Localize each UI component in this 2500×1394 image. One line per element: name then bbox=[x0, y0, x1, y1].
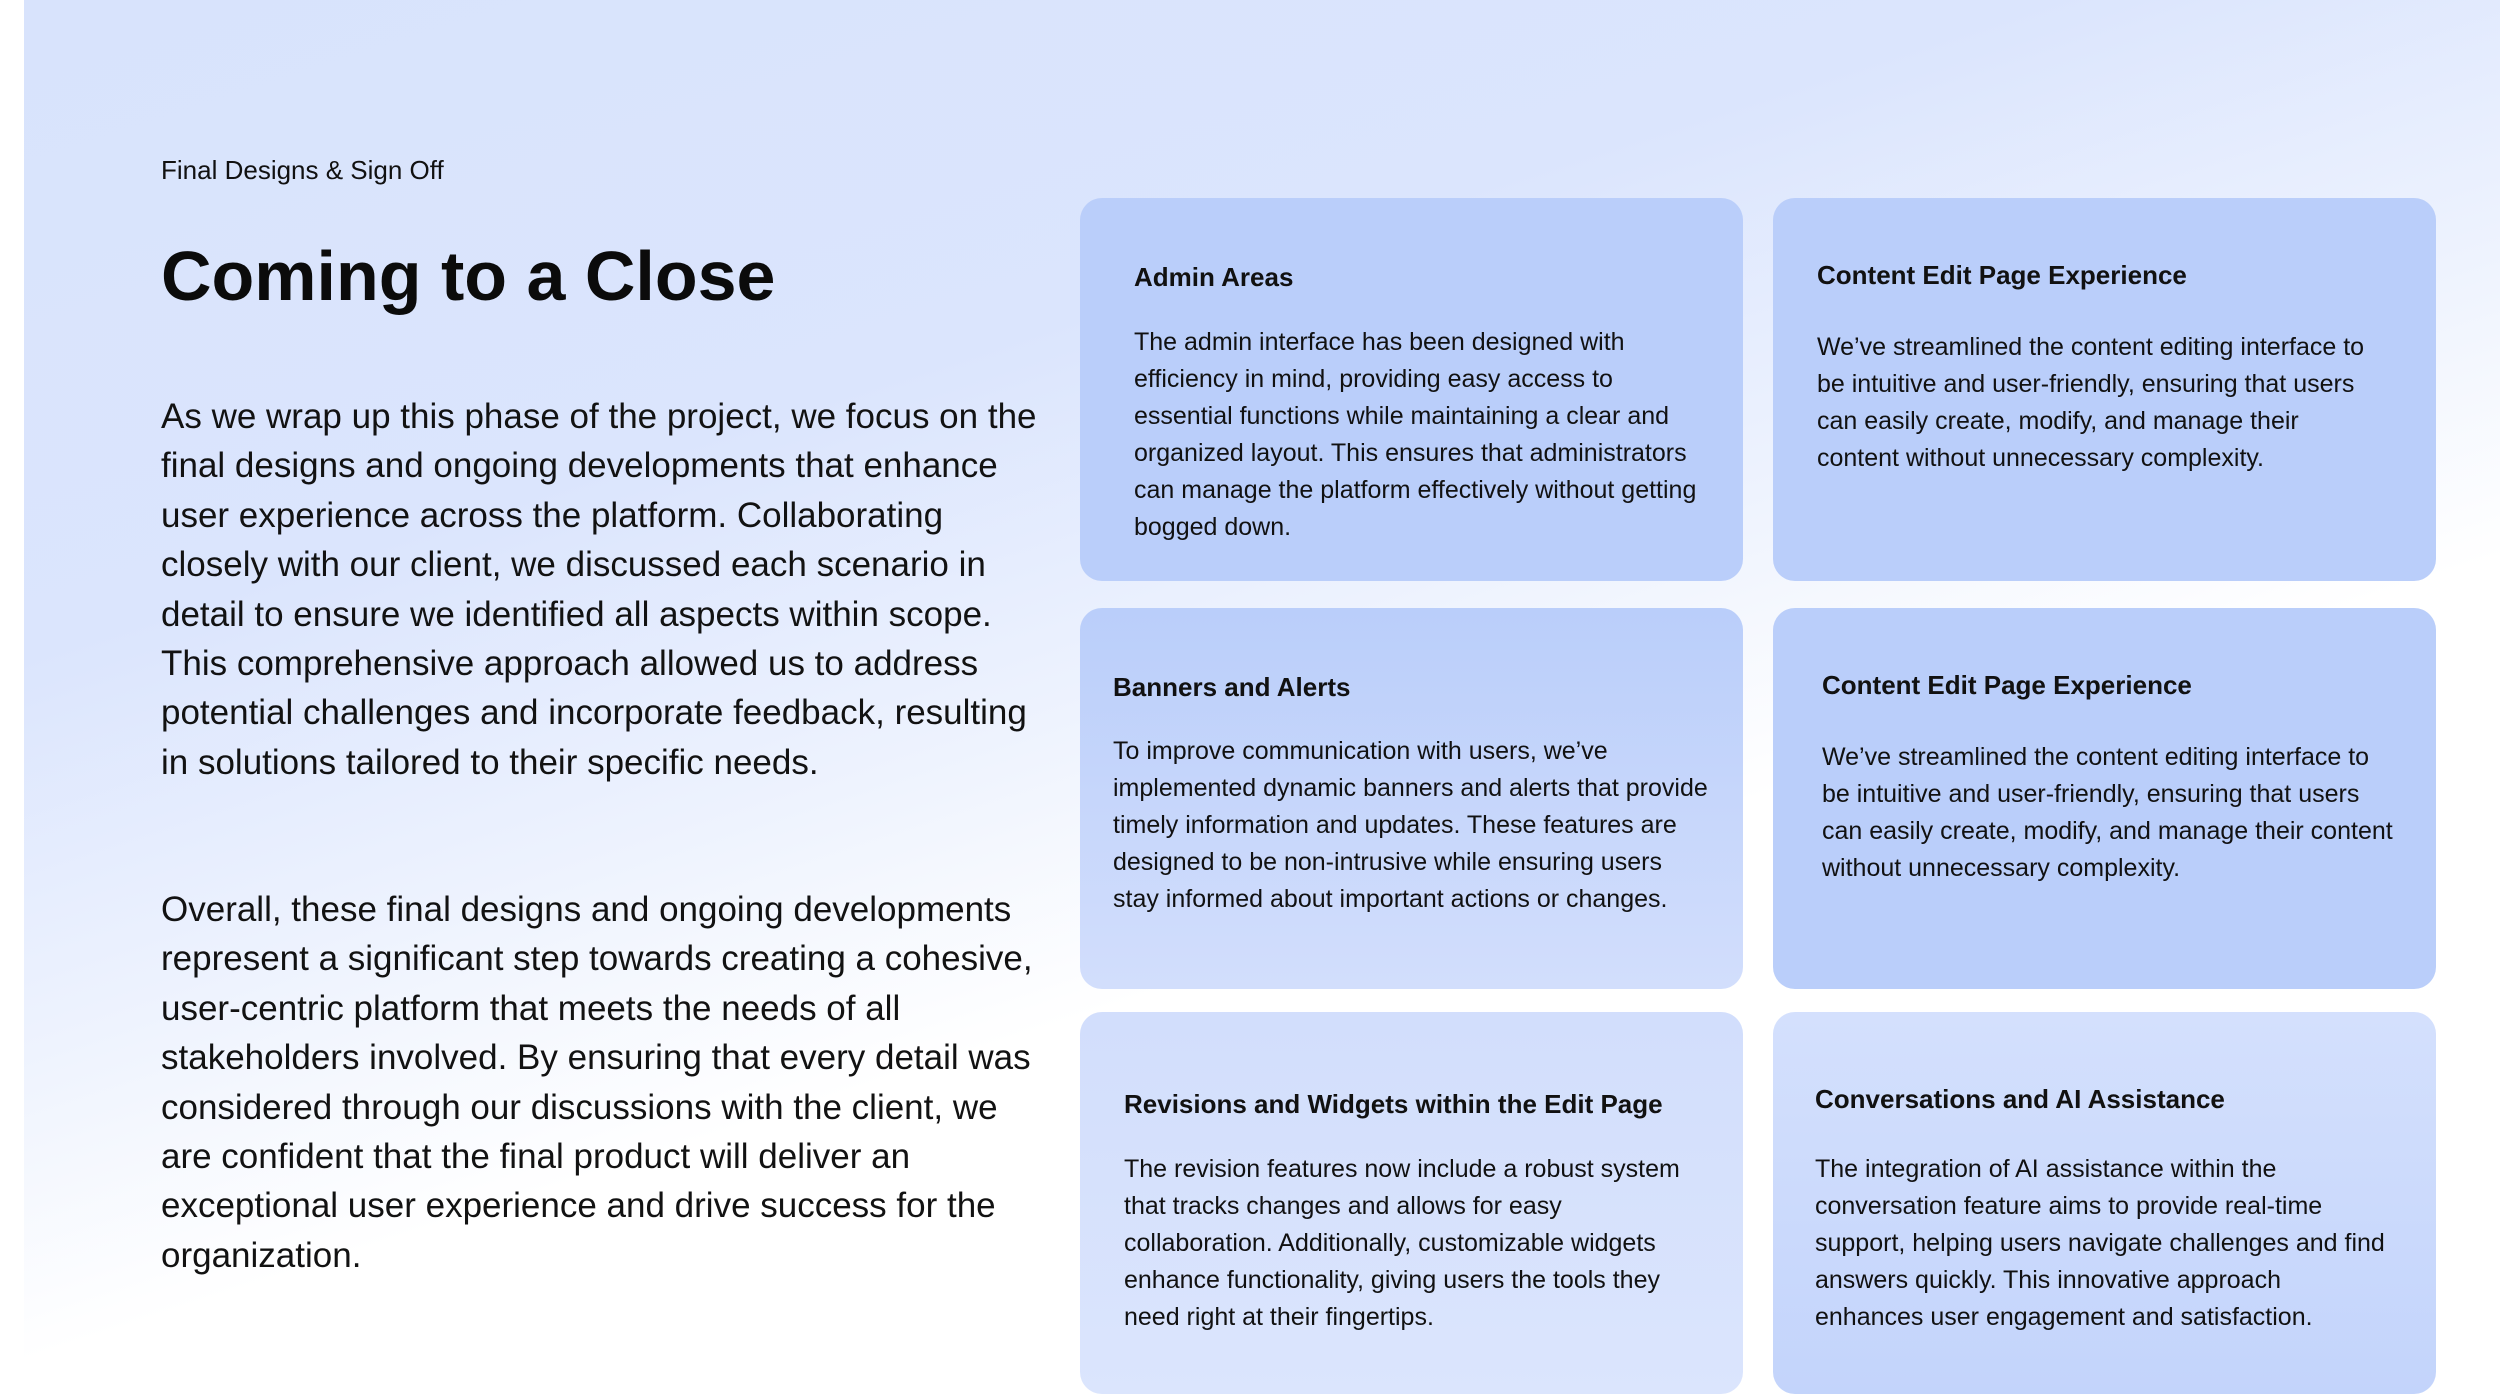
card-content-edit-page-experience bbox=[1773, 198, 2436, 581]
intro-paragraph-1: As we wrap up this phase of the project, we focus on the final designs and ongoing developments that enhance user experience across the platform. Collaborating closely with our client, we discussed each scenario in detail to ensure we identified all aspects within scope. This comprehensive approach allowed us to address potential challenges and incorporate feedback, resulting in solutions tailored to their specific needs. bbox=[161, 397, 1037, 782]
card-admin-areas bbox=[1080, 198, 1743, 581]
card-body: The admin interface has been designed with efficiency in mind, providing easy access to essential functions while maintaining a clear and organized layout. This ensures that administrators can manage the platform effectively without getting bogged down. bbox=[1134, 328, 1697, 541]
card-title: Content Edit Page Experience bbox=[1817, 260, 2187, 290]
card-body: The integration of AI assistance within the conversation feature aims to provide real-time support, helping users navigate challenges and find answers quickly. This innovative approach enhances user engagement and satisfaction. bbox=[1815, 1155, 2385, 1331]
slide bbox=[24, 0, 2500, 1394]
card-body: To improve communication with users, we’ve implemented dynamic banners and alerts that provide timely information and updates. These features are designed to be non-intrusive while ensuring users stay informed about important actions or changes. bbox=[1113, 737, 1708, 913]
section-label: Final Designs & Sign Off bbox=[161, 155, 444, 185]
card-body: We’ve streamlined the content editing interface to be intuitive and user-friendly, ensuring that users can easily create, modify, and manage their content without unnecessary complexity. bbox=[1817, 333, 2365, 472]
card-body: The revision features now include a robust system that tracks changes and allows for easy collaboration. Additionally, customizable widgets enhance functionality, giving users the tools they need right at their fingertips. bbox=[1124, 1155, 1680, 1331]
card-title: Conversations and AI Assistance bbox=[1815, 1084, 2225, 1114]
card-title: Banners and Alerts bbox=[1113, 672, 1351, 702]
card-title: Admin Areas bbox=[1134, 262, 1294, 292]
card-revisions-and-widgets bbox=[1080, 1012, 1743, 1394]
card-conversations-and-ai-assistance bbox=[1773, 1012, 2436, 1394]
card-title: Content Edit Page Experience bbox=[1822, 670, 2192, 700]
page-title: Coming to a Close bbox=[161, 237, 776, 315]
card-banners-and-alerts bbox=[1080, 608, 1743, 989]
card-body: We’ve streamlined the content editing interface to be intuitive and user-friendly, ensuring that users can easily create, modify, and manage their content without unnecessary complexity. bbox=[1822, 743, 2393, 882]
card-content-edit-page-experience-2 bbox=[1773, 608, 2436, 989]
card-title: Revisions and Widgets within the Edit Page bbox=[1124, 1089, 1663, 1119]
intro-paragraph-2: Overall, these final designs and ongoing developments represent a significant step towards creating a cohesive, user-centric platform that meets the needs of all stakeholders involved. By ensuring that every detail was considered through our discussions with the client, we are confident that the final product will deliver an exceptional user experience and drive success for the organization. bbox=[161, 890, 1033, 1275]
